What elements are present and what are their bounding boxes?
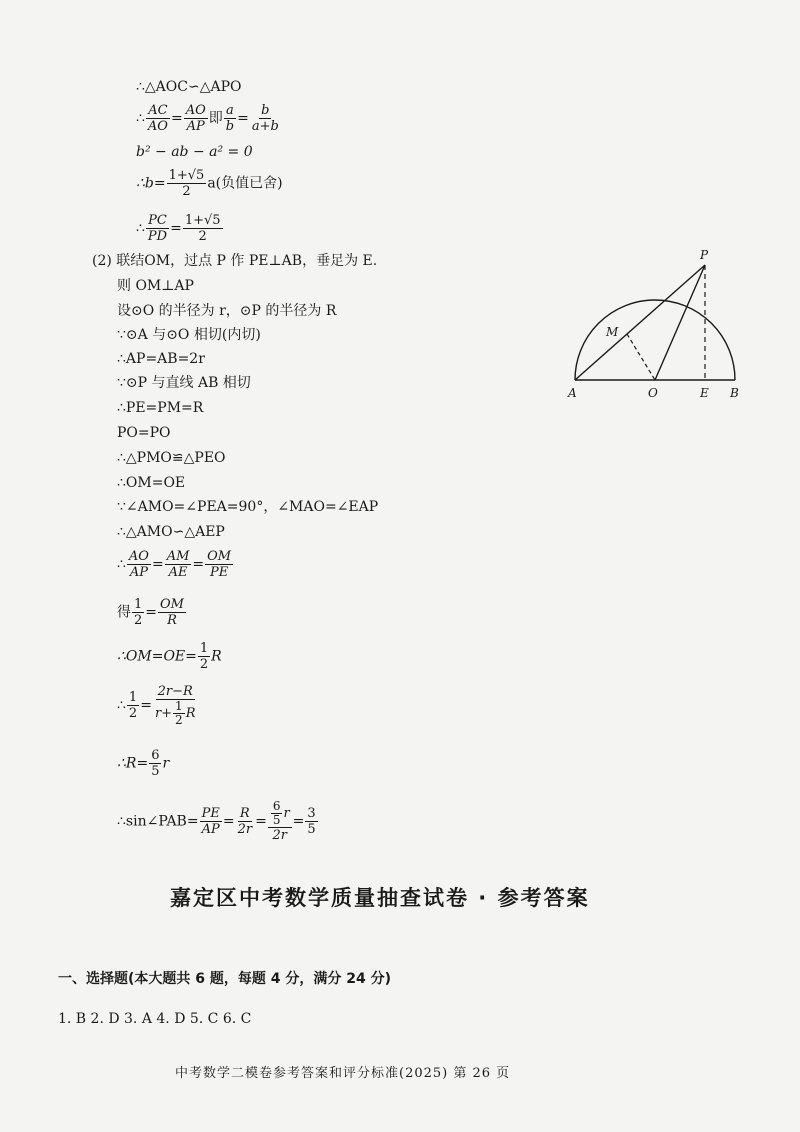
- proof-line-fraction-ratio: ∴ $\frac{AO}{AP}$ = $\frac{AM}{AE}$ = $\frac{OM}{PE}$: [117, 549, 232, 580]
- proof-line: ∴OM=OE: [117, 475, 186, 491]
- proof-line-fraction: ∴OM=OE= $\frac{1}{2}$ R: [117, 641, 222, 672]
- proof-line: ∴△AOC∽△APO: [136, 79, 242, 95]
- label-e: E: [700, 386, 709, 400]
- line-op: [655, 265, 705, 380]
- proof-line: PO=PO: [117, 425, 171, 441]
- label-b: B: [730, 386, 739, 400]
- section-heading: 一、选择题(本大题共 6 题，每题 4 分，满分 24 分): [58, 971, 392, 987]
- label-p: P: [700, 248, 709, 262]
- label-m: M: [606, 325, 619, 339]
- proof-line: (2) 联结OM，过点 P 作 PE⊥AB，垂足为 E.: [92, 253, 378, 269]
- proof-line: 设⊙O 的半径为 r，⊙P 的半径为 R: [117, 303, 337, 319]
- line-om-dashed: [627, 334, 655, 380]
- semicircle-arc: [575, 300, 735, 380]
- proof-line: ∴△AMO∽△AEP: [117, 524, 225, 540]
- label-o: O: [648, 386, 658, 400]
- proof-line: b² − ab − a² = 0: [136, 144, 253, 160]
- proof-line-fraction-ratio: ∴ $\frac{AC}{AO}$ = $\frac{AO}{AP}$ 即 $\frac{a}{b}$ = $\frac{b}{a+b}$: [136, 103, 279, 134]
- proof-line: 则 OM⊥AP: [117, 278, 194, 294]
- page-footer: 中考数学二模卷参考答案和评分标准(2025) 第 26 页: [175, 1066, 511, 1081]
- page-title: 嘉定区中考数学质量抽查试卷 · 参考答案: [170, 886, 590, 910]
- proof-line-fraction: ∴b= $\frac{1+√5}{2}$ a(负值已舍): [136, 168, 283, 199]
- proof-line: ∴AP=AB=2r: [117, 351, 205, 367]
- proof-line-fraction: ∴ $\frac{PC}{PD}$ = $\frac{1+√5}{2}$: [136, 213, 221, 244]
- proof-line-complex-fraction: ∴ $\frac{1}{2}$ = 2r−R r+ $\frac{1}{2}$ R: [117, 684, 196, 727]
- proof-line: ∴△PMO≌△PEO: [117, 450, 226, 466]
- proof-line: ∵∠AMO=∠PEA=90°，∠MAO=∠EAP: [117, 499, 379, 515]
- proof-line-fraction: ∴R= $\frac{6}{5}$ r: [117, 748, 170, 779]
- geometry-figure: [560, 245, 750, 405]
- label-a: A: [568, 386, 577, 400]
- proof-line-fraction: 得 $\frac{1}{2}$ = $\frac{OM}{R}$: [117, 597, 184, 628]
- proof-line-sine-result: ∴sin∠PAB= $\frac{PE}{AP}$ = $\frac{R}{2r}$ = $\frac{6}{5}$ r 2r = $\frac{3}{5}$: [117, 799, 316, 843]
- proof-line: ∵⊙A 与⊙O 相切(内切): [117, 327, 261, 343]
- line-ap: [575, 265, 705, 380]
- proof-line: ∴PE=PM=R: [117, 400, 204, 416]
- proof-line: ∵⊙P 与直线 AB 相切: [117, 375, 251, 391]
- choice-answers: 1. B 2. D 3. A 4. D 5. C 6. C: [58, 1011, 252, 1027]
